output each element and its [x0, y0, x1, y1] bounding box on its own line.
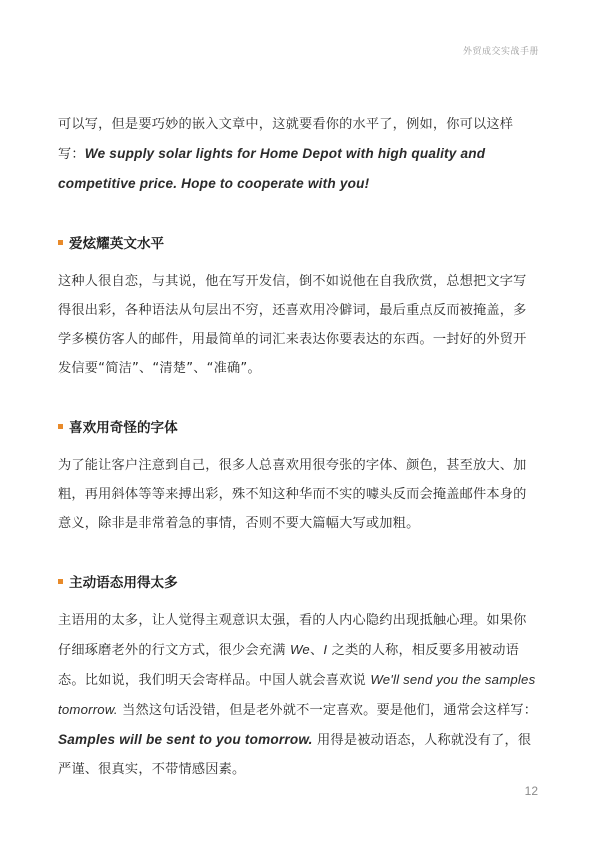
section-heading-text: 爱炫耀英文水平: [69, 236, 165, 252]
page-content: [58, 110, 538, 784]
page-number: 12: [524, 784, 538, 798]
body-text: 主语用的太多，让人觉得主观意识太强，看的人内心隐约出现抵触心理。如果你仔细琢磨老外的行文方式，很少会充满: [58, 613, 527, 658]
square-bullet-icon: [58, 579, 63, 584]
body-text: 、: [309, 643, 324, 658]
intro-example-english: We supply solar lights for Home Depot with high quality and competitive price. Hope to cooperate with you!: [58, 146, 486, 191]
body-english-we: We: [289, 642, 310, 657]
section-body-show-off-english: 这种人很自恋，与其说，他在写开发信，倒不如说他在自我欣赏，总想把文字写得很出彩，各种语法从句层出不穷，还喜欢用冷僻词，最后重点反而被掩盖，多学多模仿客人的邮件，用最简单的词汇来表达你要表达的东西。一封好的外贸开发信要“简洁”、“清楚”、“准确”。: [58, 274, 527, 376]
body-english-i: I: [323, 642, 328, 657]
body-english-example-passive: Samples will be sent to you tomorrow.: [58, 732, 313, 747]
square-bullet-icon: [58, 424, 63, 429]
intro-paragraph: [58, 110, 538, 199]
body-text: 之类的人称，相反要多用被动语态。比如说，我们明天会寄样品。中国人就会喜欢说: [58, 643, 520, 688]
section-body-active-voice: [58, 606, 538, 784]
section-heading-text: 主动语态用得太多: [69, 575, 178, 591]
section-heading-active-voice: [58, 570, 538, 592]
section-body-strange-fonts: 为了能让客户注意到自己，很多人总喜欢用很夸张的字体、颜色，甚至放大、加粗，再用斜体等等来搏出彩，殊不知这种华而不实的噱头反而会掩盖邮件本身的意义，除非是非常着急的事情，否则不要大篇幅大写或加粗。: [58, 458, 527, 531]
section-heading-strange-fonts: [58, 415, 538, 437]
running-header: 外贸成交实战手册: [462, 47, 539, 57]
section-heading-text: 喜欢用奇怪的字体: [69, 420, 178, 436]
intro-text: 可以写，但是要巧妙的嵌入文章中，这就要看你的水平了，例如，你可以这样写：: [58, 117, 514, 162]
body-text: 当然这句话没错，但是老外就不一定喜欢。要是他们，通常会这样写：: [117, 703, 538, 718]
section-heading-show-off-english: [58, 231, 538, 253]
square-bullet-icon: [58, 240, 63, 245]
body-text: 用得是被动语态，人称就没有了，很严谨、很真实，不带情感因素。: [58, 733, 532, 777]
body-english-example-active: We'll send you the samples tomorrow.: [58, 672, 536, 717]
